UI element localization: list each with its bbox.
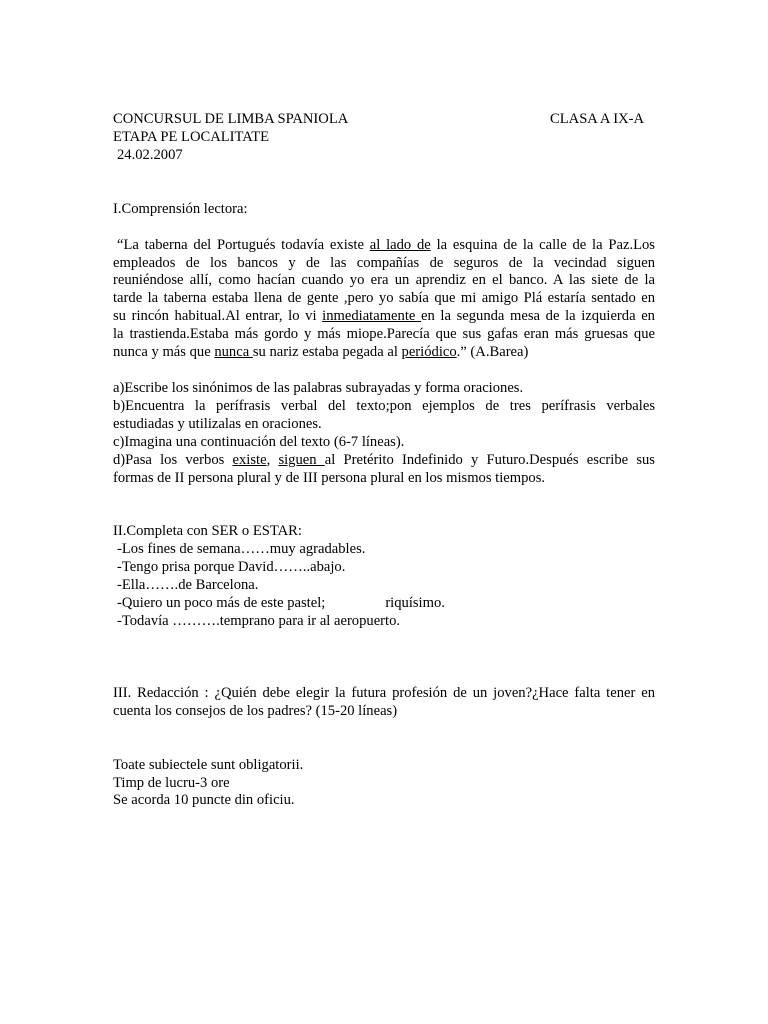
task-b-cont: estudiadas y utilizalas en oraciones.: [113, 415, 322, 432]
section1-title: I.Comprensión lectora:: [113, 200, 248, 217]
task-d-cont: formas de II persona plural y de III persona plural en los mismos tiempos.: [113, 469, 546, 486]
footer-notes: [113, 757, 655, 811]
list-item: -Ella…….de Barcelona.: [117, 577, 259, 594]
list-item: -Los fines de semana……muy agradables.: [117, 541, 366, 558]
footer-line: Se acorda 10 puncte din oficiu.: [113, 792, 295, 809]
reading-line: tarde la taberna estaba llena de gente ,pero yo sabía que mi amigo Plá estaría sentado en: [113, 290, 655, 307]
underlined-word: periódico: [401, 344, 457, 361]
header: [113, 111, 655, 129]
list-item: -Quiero un poco más de este pastel; riquísimo.: [117, 595, 445, 612]
underlined-word: nunca: [214, 344, 253, 361]
stage-label: ETAPA PE LOCALITATE: [113, 128, 270, 145]
section2-title: II.Completa con SER o ESTAR:: [113, 523, 302, 540]
underlined-word: inmediatamente: [322, 308, 421, 325]
exam-date: 24.02.2007: [117, 146, 183, 163]
underlined-word: existe: [232, 451, 267, 468]
section1-tasks: [113, 380, 655, 487]
exam-sheet: [113, 111, 655, 810]
footer-line: Toate subiectele sunt obligatorii.: [113, 756, 304, 773]
section2-items: [113, 541, 655, 631]
contest-title: CONCURSUL DE LIMBA SPANIOLA: [113, 111, 349, 127]
task-c: c)Imagina una continuación del texto (6-7 líneas).: [113, 433, 405, 450]
class-label: CLASA A IX-A: [550, 111, 645, 127]
task-a: a)Escribe los sinónimos de las palabras subrayadas y forma oraciones.: [113, 379, 524, 396]
footer-line: Timp de lucru-3 ore: [113, 774, 230, 791]
list-item: -Tengo prisa porque David……..abajo.: [117, 559, 346, 576]
task-d: d)Pasa los verbos existe, siguen al Pretérito Indefinido y Futuro.Después escribe sus: [113, 451, 655, 468]
underlined-word: al lado de: [369, 236, 431, 253]
underlined-word: siguen: [278, 451, 325, 468]
task-b: b)Encuentra la perífrasis verbal del texto;pon ejemplos de tres perífrasis verbales: [113, 397, 655, 414]
reading-line: la trastienda.Estaba más gordo y más miope.Parecía que sus gafas eran más gruesas que: [113, 326, 655, 343]
section3-line: cuenta los consejos de los padres? (15-20 líneas): [113, 702, 398, 719]
reading-line: “La taberna del Portugués todavía existe al lado de la esquina de la calle de la Paz.Los: [117, 236, 655, 253]
list-item: -Todavía ……….temprano para ir al aeropuerto.: [117, 612, 401, 629]
reading-line: nunca y más que nunca su nariz estaba pegada al periódico.” (A.Barea): [113, 344, 529, 361]
reading-line: empleados de los bancos y de las compañías de seguros de la vecindad siguen: [113, 254, 655, 271]
reading-line: reuniéndose allí, como hacían cuando yo era un aprendiz en el banco. A las siete de la: [113, 272, 655, 289]
section3: [113, 685, 655, 721]
reading-text: [113, 237, 655, 362]
reading-line: su rincón habitual.Al entrar, lo vi inmediatamente en la segunda mesa de la izquierda en: [113, 308, 655, 325]
section3-line: III. Redacción : ¿Quién debe elegir la futura profesión de un joven?¿Hace falta tener en: [113, 684, 655, 701]
